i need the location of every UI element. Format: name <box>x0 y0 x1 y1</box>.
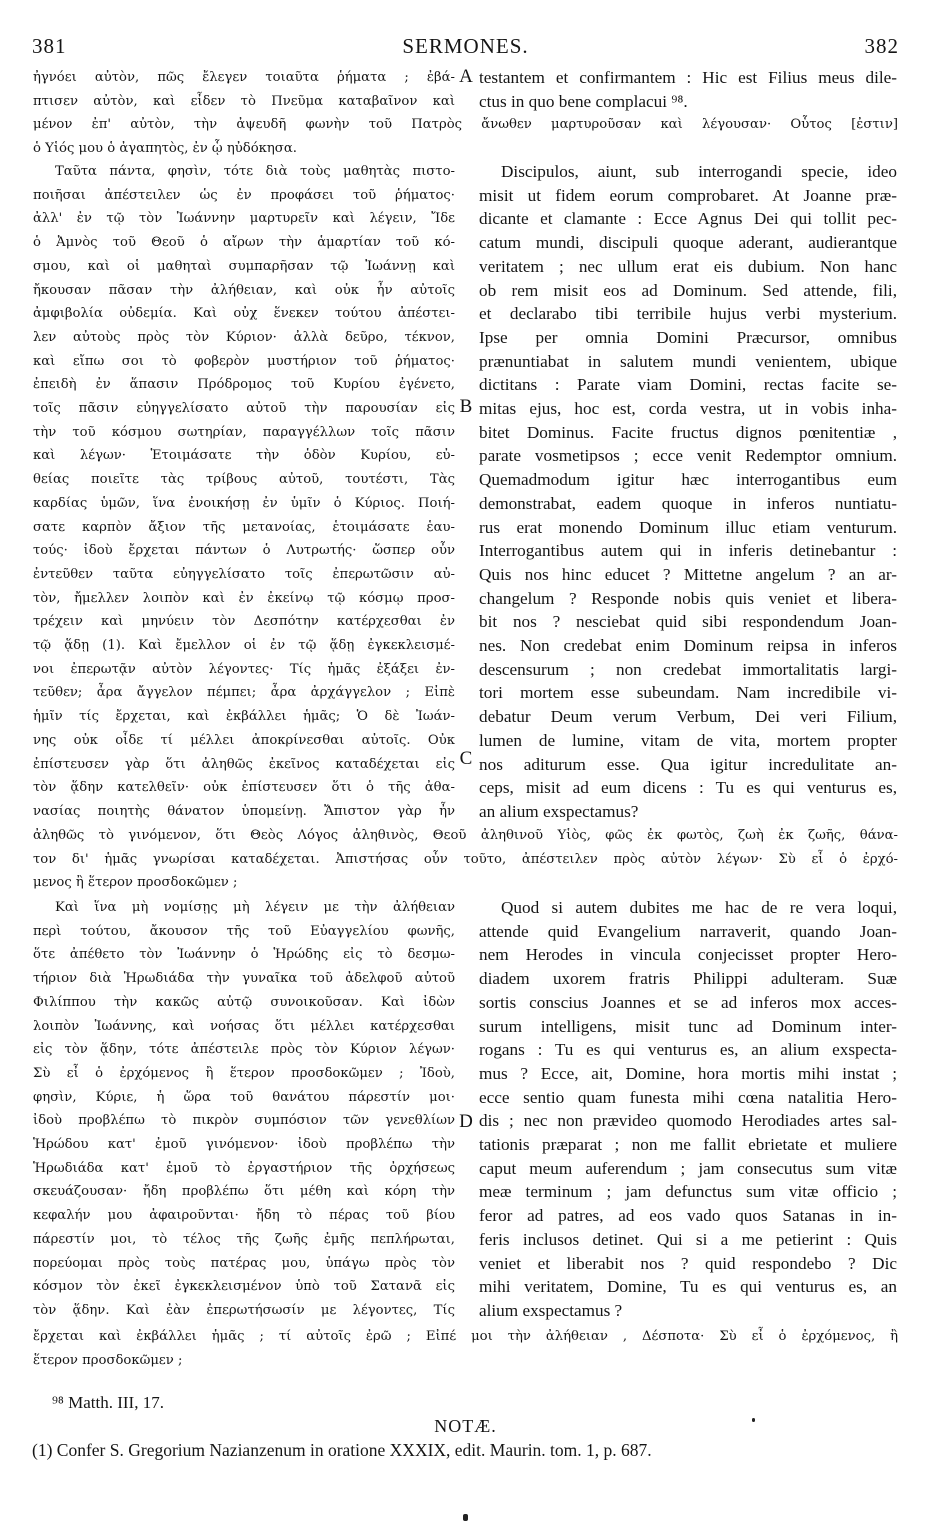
latin-text-line: dicante et clamante : Ecce Agnus Dei qui tollit pec- <box>479 209 897 229</box>
greek-text-line: σμου, καὶ οἱ μαθηταὶ συμπαρῆσαν τῷ Ἰωάννῃ καὶ <box>33 258 455 274</box>
latin-text-line: alium exspectamus ? <box>479 1300 623 1320</box>
greek-text-line: κεφαλήν μου ἀφαιροῦνται· ἤδη τὸ πέρας τοῦ βίου <box>33 1208 455 1224</box>
greek-text-line: θείας ποιεῖτε τὰς τρίβους αὐτοῦ, τουτέστι, Τὰς <box>33 472 455 488</box>
latin-text-line: dis ; nec non prævideo quomodo Herodiades artes sal- <box>479 1111 897 1131</box>
greek-text-line: τρέχειν καὶ μηνύειν τὸν Δεσπότην κατέρχεσθαι ἐν <box>33 614 455 630</box>
greek-text-line: ὁ Υἱός μου ὁ ἀγαπητὸς, ἐν ᾧ ηὐδόκησα. <box>33 140 297 156</box>
full-width-greek-c <box>33 1325 898 1372</box>
greek-text-line: μένον ἐπ' αὐτὸν, τὴν ἀψευδῆ φωνὴν τοῦ Πατρὸς ἄνωθεν μαρτυροῦσαν καὶ λέγουσαν· Οὗτος [ἐστιν] <box>33 117 898 132</box>
greek-column-a <box>33 66 455 113</box>
greek-text-line: ἀλλ' ἐν τῷ τὸν Ἰωάννην μαρτυρεῖν καὶ λέγειν, Ἴδε <box>33 211 455 227</box>
latin-text-line: nem Herodes in vincula conjecisset propter Hero- <box>479 945 897 965</box>
greek-text-line: πτισεν αὐτὸν, καὶ εἶδεν τὸ Πνεῦμα καταβαῖνον καὶ <box>33 93 455 109</box>
latin-text-line: rogans : Tu es qui venturus es, an alium exspecta- <box>479 1040 897 1060</box>
latin-text-line: Discipulos, aiunt, sub interrogandi specie, ideo <box>501 162 897 181</box>
greek-text-line: τὴν τοῦ κόσμου σωτηρίαν, παραγγέλλων τοῖς πᾶσιν <box>33 424 455 440</box>
latin-text-line: Interrogantibus autem qui in inferis detinebantur : <box>479 541 897 561</box>
greek-text-line: τὸν, ἤμελλεν λοιπὸν καὶ ἐν ἐκείνῳ τῷ κόσμῳ προσ- <box>33 590 455 606</box>
greek-text-line: Ταῦτα πάντα, φησὶν, τότε διὰ τοὺς μαθητὰς πιστο- <box>55 164 455 179</box>
greek-column-c <box>33 896 455 1323</box>
greek-text-line: ἐπίστευσεν γὰρ ὅτι ἀληθῶς ἐκεῖνος καταδέχεται εἰς <box>33 756 455 772</box>
latin-text-line: catum mundi, discipuli quoque aderant, audierantque <box>479 233 897 253</box>
greek-text-line: τὸν ᾅδην κατελθεῖν· οὐκ ἐπίστευσεν ὅτι ὁ τῆς ἀθα- <box>33 780 455 796</box>
greek-text-line: Ἡρώδου κατ' ἐμοῦ γινόμενον· ἰδοὺ προβλέπω τὴν <box>33 1137 455 1153</box>
page-number-left: 381 <box>32 34 67 58</box>
greek-text-line: Καὶ ἵνα μὴ νομίσῃς μὴ λέγειν με τὴν ἀλήθειαν <box>55 900 455 915</box>
latin-text-line: demonstrabat, eadem quoque in inferos nuntiatu- <box>479 493 897 513</box>
latin-text-line: testantem et confirmantem : Hic est Filius meus dile- <box>479 68 897 87</box>
greek-text-line: Φιλίππου τὴν κακῶς αὐτῷ συνοικοῦσαν. Καὶ ἰδὼν <box>33 994 455 1010</box>
greek-text-line: ὁ Ἀμνὸς τοῦ Θεοῦ ὁ αἴρων τὴν ἁμαρτίαν τοῦ κό- <box>33 235 455 251</box>
latin-text-line: an alium exspectamus? <box>479 801 639 821</box>
greek-text-line: ἕτερον προσδοκῶμεν ; <box>33 1352 183 1368</box>
latin-text-line: attende quid Evangelium narraverit, quando Joan- <box>479 921 897 941</box>
greek-text-line: μενος ἢ ἕτερον προσδοκῶμεν ; <box>33 875 238 891</box>
latin-text-line: mus ? Ecce, ait, Domine, hora mortis mihi instat ; <box>479 1063 897 1083</box>
greek-text-line: εἰς τὸν ᾅδην, τότε ἀπέστειλε πρὸς τὸν Κύριον λέγων· <box>33 1042 455 1058</box>
latin-text-line: Quis nos hinc educet ? Mittetne angelum ? an ar- <box>479 564 897 584</box>
latin-text-line: caput meum auferendum ; jam consecutus sum vitæ <box>479 1158 897 1178</box>
greek-text-line: τεῦθεν; ἆρα ἄγγελον πέμπει; ἆρα ἀρχάγγελον ; Εἰπὲ <box>33 685 455 701</box>
greek-text-line: ἡμῖν τίς ἔρχεται, καὶ ἐκβάλλει ἡμᾶς; Ὁ δὲ Ἰωάν- <box>33 709 455 725</box>
greek-text-line: τήριον διὰ Ἡρωδιάδα τὴν γυναῖκα τοῦ ἀδελφοῦ αὐτοῦ <box>33 971 455 987</box>
latin-text-line: mihi veritatem, Domine, Tu es qui venturus es, an <box>479 1277 897 1297</box>
latin-text-line: lumen de lumine, vitam de vita, mortem propter <box>479 730 897 750</box>
running-title: SERMONES. <box>402 34 529 58</box>
latin-text-line: rus erat monendo Dominum illuc etiam venturum. <box>479 517 897 537</box>
margin-marker-a: A <box>459 66 473 87</box>
greek-text-line: ἀληθῶς τὸ γινόμενον, ὅτι Θεὸς Λόγος ἀληθινὸς, Θεοῦ ἀληθινοῦ Υἱὸς, φῶς ἐκ φωτὸς, ζωὴ ἐκ ζωῆς, θάνα- <box>33 828 898 843</box>
greek-text-line: Ἡρωδιάδα κατ' ἐμοῦ τὸ ἐργαστήριον τῆς ὀρχήσεως <box>33 1160 455 1176</box>
scripture-footnote: ⁹⁸ Matth. III, 17. <box>52 1393 164 1412</box>
greek-text-line: ἀμφιβολία οὐδεμία. Καὶ οὐχ ἕνεκεν τούτου ἀπέστει- <box>33 306 455 322</box>
latin-text-line: bitet Dominus. Facite fructus dignos pœnitentiæ , <box>479 422 897 442</box>
greek-text-line: λεν αὐτοὺς πρὸς τὸν Κύριον· ἀλλὰ δεῦρο, τέκνον, <box>33 329 455 345</box>
greek-column-b <box>33 160 455 824</box>
latin-text-line: veniet et liberabit nos ? quid respondebo ? Dic <box>479 1253 897 1273</box>
greek-text-line: καρδίας ὑμῶν, ἵνα ἐνοικήσῃ ἐν ὑμῖν ὁ Κύριος. Ποιή- <box>33 495 455 511</box>
latin-text-line: debatur Deum verum Verbum, Dei veri Filium, <box>479 707 897 727</box>
ink-speck <box>463 1514 468 1521</box>
latin-text-line: sortis conscius Joannes et se ad inferos mox acces- <box>479 992 897 1012</box>
latin-text-line: ceps, misit ad eum dicens : Tu es qui venturus es, <box>479 778 897 798</box>
greek-text-line: πάρεστίν μοι, τὸ τέλος τῆς ζωῆς ἐμῆς πεπλήρωται, <box>33 1231 455 1247</box>
margin-marker-c: C <box>459 748 473 769</box>
latin-text-line: ecce sentio quam funesta mihi cœna natalitia Hero- <box>479 1087 897 1107</box>
greek-text-line: καὶ λέγων· Ἑτοιμάσατε τὴν ὁδὸν Κυρίου, εὐ- <box>33 448 455 464</box>
greek-text-line: τον δι' ἡμᾶς γνωρίσαι καταδέχεται. Ἀπιστήσας οὖν τοῦτο, ἀπέστειλεν πρὸς αὐτὸν λέγων· Σὺ εἶ ὁ ἐρχό- <box>33 851 898 867</box>
greek-text-line: σατε καρπὸν ἄξιον τῆς μετανοίας, ἑτοιμάσατε ἑαυ- <box>33 519 455 535</box>
latin-text-line: prænuntiabat in salutem mundi venientem, ubique <box>479 351 897 371</box>
greek-text-line: ἤκουσαν πᾶσαν τὴν ἀλήθειαν, καὶ οὐκ ἦν αὐτοῖς <box>33 282 455 298</box>
latin-column-b <box>479 160 897 824</box>
latin-text-line: tori mortem esse subeundam. Nam incredibile vi- <box>479 683 897 703</box>
margin-marker-d: D <box>459 1111 473 1132</box>
greek-text-line: νοι ἐπερωτᾷν αὐτὸν λέγοντες· Τίς ἡμᾶς ἐξάξει ἐν- <box>33 661 455 677</box>
latin-text-line: Ipse per omnia Domini Præcursor, omnibus <box>479 327 897 347</box>
greek-text-line: λοιπὸν Ἰωάννης, καὶ νοήσας ὅτι μέλλει κατέρχεσθαι <box>33 1018 455 1034</box>
full-width-greek-b <box>33 824 898 895</box>
latin-text-line: Quod si autem dubites me hac de re vera loqui, <box>501 898 897 917</box>
running-header <box>32 34 899 64</box>
greek-text-line: νης οὐκ οἶδε τί μέλλει ἀποκρίνεσθαι αὐτοῖς. Οὐκ <box>33 732 455 748</box>
greek-text-line: ἔρχεται καὶ ἐκβάλλει ἡμᾶς ; τί αὐτοῖς ἐρῶ ; Εἰπέ μοι τὴν ἀλήθειαν , Δέσποτα· Σὺ εἶ ὁ ἐρχόμενος, ἢ <box>33 1329 898 1344</box>
greek-text-line: ἰδοὺ προβλέπω τὸ πικρὸν συμπόσιον τῶν γενεθλίων <box>33 1113 455 1129</box>
greek-text-line: ὅτε ἀπέθετο τὸν Ἰωάννην ὁ Ἡρώδης εἰς τὸ δεσμω- <box>33 947 455 963</box>
latin-text-line: changelum ? Responde nobis quis veniet et libera- <box>479 588 897 608</box>
latin-column-c <box>479 896 897 1323</box>
greek-text-line: τοῖς πᾶσιν εὐηγγελίσατο αὐτοῦ τὴν παρουσίαν εἰς <box>33 401 455 417</box>
latin-text-line: descensurum ; non credebat immortalitatis largi- <box>479 659 897 679</box>
greek-text-line: περὶ τούτου, ἄκουσον τῆς τοῦ Εὐαγγελίου φωνῆς, <box>33 923 455 939</box>
latin-text-line: surum intelligens, misit tunc ad Dominum inter- <box>479 1016 897 1036</box>
greek-text-line: τὸν ᾅδην. Καὶ ἐὰν ἐπερωτήσωσίν με λέγοντες, Τίς <box>33 1302 455 1318</box>
ink-speck <box>752 1418 755 1422</box>
notes-heading: NOTÆ. <box>434 1416 497 1436</box>
latin-text-line: tationis præparat ; non me fallit ebrietate et muliere <box>479 1135 897 1155</box>
latin-text-line: ob rem misit eos ad Dominum. Sed attende, fili, <box>479 280 897 300</box>
latin-text-line: veritatem ; nec ullum erat eis dubium. Non hanc <box>479 256 897 276</box>
greek-text-line: κόσμον τὸν ἐκεῖ ἐγκεκλεισμένον ὑπὸ τοῦ Σατανᾶ εἰς <box>33 1279 455 1295</box>
latin-text-line: diadem uxorem fratris Philippi adulteram. Suæ <box>479 969 897 989</box>
note-1: (1) Confer S. Gregorium Nazianzenum in oratione XXXIX, edit. Maurin. tom. 1, p. 687. <box>32 1440 652 1460</box>
page-number-right: 382 <box>864 34 899 58</box>
latin-text-line: mitas ejus, hoc est, corda vestra, ut in vobis inha- <box>479 399 897 419</box>
latin-column-a <box>479 66 897 113</box>
latin-text-line: bit nos ? nesciebat quid sibi respondendum Joan- <box>479 612 897 632</box>
greek-text-line: πορεύομαι πρὸς τοὺς πατέρας μου, ὑπάγω πρὸς τὸν <box>33 1255 455 1271</box>
latin-text-line: Quemadmodum igitur hæc interrogantibus eum <box>479 470 897 490</box>
greek-text-line: σκευάζουσαν· ἤδη προβλέπω ὅτι μέθη καὶ κόρη τὴν <box>33 1184 455 1200</box>
greek-text-line: ἐπειδὴ ἐν ἅπασιν Πρόδρομος τοῦ Κυρίου ἐγένετο, <box>33 377 455 393</box>
latin-text-line: misit ut fidem eorum comprobaret. At Joanne præ- <box>479 185 897 205</box>
full-width-greek-a <box>33 113 898 160</box>
latin-text-line: feris inclusos detinet. Qui si a me petierint : Quis <box>479 1229 897 1249</box>
greek-text-line: Σὺ εἶ ὁ ἐρχόμενος ἢ ἕτερον προσδοκῶμεν ; Ἰδοὺ, <box>33 1065 455 1081</box>
latin-text-line: ctus in quo bene complacui ⁹⁸. <box>479 91 688 111</box>
greek-text-line: φησὶν, Κύριε, ἡ ὥρα τοῦ θανάτου πάρεστίν μοι· <box>33 1089 455 1105</box>
latin-text-line: nos aditurum esse. Qua igitur incredulitate an- <box>479 754 897 774</box>
greek-text-line: τῷ ᾅδῃ (1). Καὶ ἔμελλον οἱ ἐν τῷ ᾅδῃ ἐγκεκλεισμέ- <box>33 638 455 654</box>
latin-text-line: dictitans : Parate viam Domini, rectas facite se- <box>479 375 897 395</box>
greek-text-line: τούς· ἰδοὺ ἔρχεται πάντων ὁ Λυτρωτής· ὥσπερ οὖν <box>33 543 455 559</box>
greek-text-line: ἠγνόει αὐτὸν, πῶς ἔλεγεν τοιαῦτα ῥήματα ; ἐβά- <box>33 70 455 85</box>
latin-text-line: feror ad patres, ad eos vado quos Satanas in in- <box>479 1206 897 1226</box>
greek-text-line: νασίας ποιητὴς θάνατον ὑπομείνῃ. Ἄπιστον γὰρ ἦν <box>33 803 455 819</box>
greek-text-line: ἐντεῦθεν ταῦτα εὐηγγελίσατο τοῖς ἐπερωτῶσιν αὐ- <box>33 566 455 582</box>
latin-text-line: meæ terminum ; jam defunctus sum vitæ officio ; <box>479 1182 897 1202</box>
greek-text-line: ποιῆσαι ἀπέστειλεν ὡς ἐν προφάσει τοῦ ῥήματος· <box>33 187 455 203</box>
margin-marker-b: B <box>459 396 473 417</box>
latin-text-line: et declarabo tibi terribile hujus verbi mysterium. <box>479 304 897 324</box>
latin-text-line: nes. Non credebat enim Dominum reipsa in inferos <box>479 636 897 656</box>
latin-text-line: parate vosmetipsos ; ecce venit Redemptor omnium. <box>479 446 897 466</box>
greek-text-line: καὶ εἴπω σοι τὸ φοβερὸν μυστήριον τοῦ ῥήματος· <box>33 353 455 369</box>
